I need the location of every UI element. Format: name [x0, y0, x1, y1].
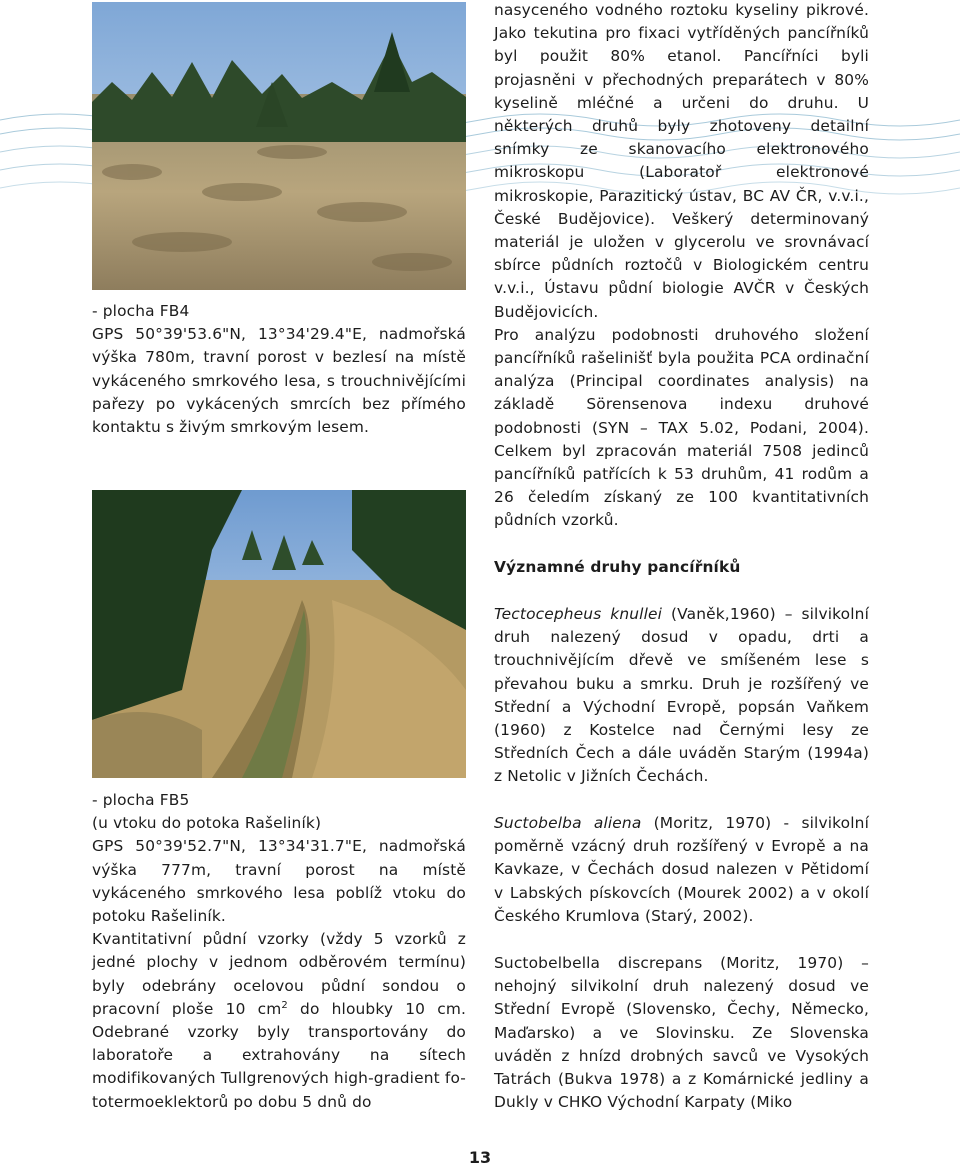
species-text-suctobelbella: Suctobelbella discrepans (Moritz, 1970) – nehojný silvikolní druh nalezený dosud ve Střední Evropě (Slovensko, Čechy, Německo, Maďarsko) a ve Slovinsku. Ze Slovenska uváděn z hnízd drobných savců ve Vysokých Tatrách (Bukva 1978) a z Komárnické jedliny a Dukly v CHKO Východní Karpaty (Miko: [494, 954, 869, 1112]
species-suctobelba: [494, 812, 869, 928]
photo-fb4: [92, 2, 466, 290]
fb5-text: GPS 50°39'52.7"N, 13°34'31.7"E, nadmořská výška 777m, travní porost na místě vykáceného smrkového lesa poblíž vtoku do potoku Rašeliník.: [92, 837, 466, 926]
right-column-top: [494, 0, 869, 533]
species-name-tectocepheus: Tectocepheus knullei: [494, 605, 663, 623]
fb5-description: [92, 789, 466, 1114]
significant-species-heading-box: [494, 556, 869, 579]
species-tectocepheus: [494, 603, 869, 789]
forest-clearing-photo-icon: [92, 2, 466, 290]
fb4-text: GPS 50°39'53.6"N, 13°34'29.4"E, nadmořská výška 780m, travní porost v bezlesí na místě vykáceného smrkového lesa, s trouchnivějícími pařezy po vykácených smrcích bez přímého kontaktu s živým smrkovým lesem.: [92, 325, 466, 437]
fb5-subtitle: (u vtoku do potoka Rašeliník): [92, 814, 322, 833]
species-name-suctobelba: Suctobelba aliena: [494, 814, 642, 832]
methods-paragraph: nasyceného vodného roztoku kyseliny pikrové. Jako tekutina pro fixaci vytříděných pancířníků byl použit 80% etanol. Pancířníci byli projasněni v přechodných preparátech v 80% kyselině mléčné a určeni do druhu. U některých druhů byly zhotoveny detailní snímky ze skanovacího elektronového mikroskopu (Laboratoř elektronové mikroskopie, Parazitický ústav, BC AV ČR, v.v.i., České Budějovice). Veškerý determinovaný materiál je uložen v glycerolu ve srovnávací sbírce půdních roztočů v Biologickém centru v.v.i., Ústavu půdní biologie AVČR v Českých Budějovicích.: [494, 1, 869, 321]
superscript-2: 2: [281, 999, 288, 1011]
photo-fb5: [92, 490, 466, 778]
stream-meadow-photo-icon: [92, 490, 466, 778]
fb5-title: - plocha FB5: [92, 791, 190, 809]
species-suctobelbella: [494, 952, 869, 1114]
analysis-paragraph: Pro analýzu podobnosti druhového složení pancířníků rašelinišť byla použita PCA ordinační analýza (Principal coordinates analysis) na základě Sörensenova indexu druhové podobnosti (SYN – TAX 5.02, Podani, 2004). Celkem byl zpracován materiál 7508 jedinců pancířníků patřících k 53 druhům, 41 rodům a 26 čeledím získaný ze 100 kvantitativních půdních vzorků.: [494, 325, 869, 530]
fb4-title: - plocha FB4: [92, 302, 190, 320]
method-text: Kvantitativní půdní vzorky (vždy 5 vzorků z jedné plochy v jednom odběrovém termínu) byly odebrány ocelovou půdní sondou o pracovní ploše 10 $cm^2$ do hloubky 10 cm. Odebrané vzorky byly transportovány do laboratoře a extrahovány na sítech modifikovaných Tullgrenových high-gradient fo-totermoeklektorů po dobu 5 dnů do: [92, 930, 466, 1111]
section-heading: Významné druhy pancířníků: [494, 558, 741, 576]
page-number: 13: [468, 1148, 492, 1167]
fb4-description: [92, 300, 466, 439]
species-text-suctobelba: (Moritz, 1970) - silvikolní poměrně vzácný druh rozšířený v Evropě a na Kavkaze, v Čechách dosud nalezen v Pětidomí v Labských pískovcích (Mourek 2002) a v okolí Českého Krumlova (Starý, 2002).: [494, 814, 869, 925]
species-text-tectocepheus: (Vaněk,1960) – silvikolní druh nalezený dosud v opadu, drti a trouchnivějícím dřevě ve smíšeném lese s převahou buku a smrku. Druh je rozšířený ve Střední a Východní Evropě, popsán Vaňkem (1960) z Kostelce nad Černými lesy ze Středních Čech a dále uváděn Starým (1994a) z Netolic v Jižních Čechách.: [494, 605, 869, 786]
